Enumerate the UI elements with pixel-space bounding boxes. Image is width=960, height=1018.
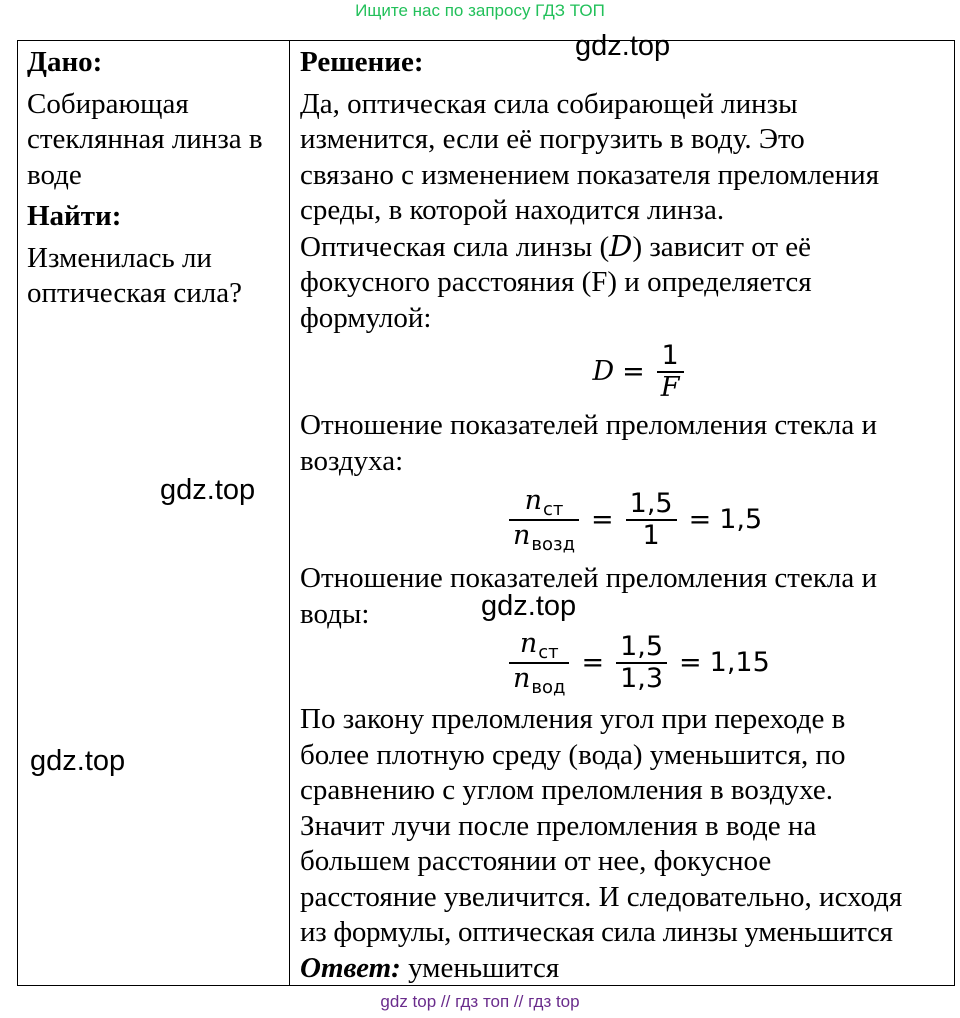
find-header: Найти: [27, 200, 122, 232]
given-header: Дано: [27, 46, 103, 78]
text-line [300, 229, 950, 266]
given-line: стеклянная линза в [27, 123, 263, 155]
top-banner: Ищите нас по запросу ГДЗ ТОП [355, 1, 605, 20]
text-line: более плотную среду (вода) уменьшится, по [300, 738, 846, 771]
formula-result: 1,5 [719, 504, 763, 536]
text-line: сравнению с углом преломления в воздухе. [300, 774, 834, 806]
fraction [616, 632, 667, 694]
solution-paragraph-3 [300, 408, 950, 479]
answer-line [300, 951, 950, 987]
solution-paragraph-4 [300, 561, 950, 632]
formula-lhs: D [592, 356, 615, 388]
fraction-numerator [516, 629, 563, 662]
text-line: воды: [300, 597, 370, 630]
fraction-denominator [509, 521, 579, 554]
variable-n: n [519, 628, 538, 659]
column-divider [289, 41, 290, 985]
text-line: воздуха: [300, 444, 404, 477]
formula-glass-air [300, 479, 950, 561]
text-line: из формулы, оптическая сила линзы уменьшится [300, 916, 893, 948]
equals-sign: = [581, 647, 605, 679]
fraction-denominator [509, 664, 569, 697]
text-span: ) зависит от её [632, 230, 811, 263]
text-line: изменится, если её погрузить в воду. Это [300, 123, 805, 155]
solution-header: Решение: [300, 46, 424, 78]
given-line: воде [27, 158, 82, 191]
variable-n: n [524, 485, 543, 516]
fraction-numerator: 1 [661, 340, 679, 371]
given-column [27, 41, 282, 312]
answer-text: уменьшится [400, 951, 560, 984]
watermark: gdz.top [30, 745, 126, 777]
bottom-banner: gdz top // гдз топ // гдз top [380, 992, 580, 1011]
text-line: Да, оптическая сила собирающей линзы [300, 87, 798, 120]
solution-column [300, 41, 950, 986]
text-line: расстояние увеличится. И следовательно, исходя [300, 880, 903, 913]
subscript: вод [531, 677, 566, 698]
fraction-denominator: 1 [642, 520, 660, 551]
variable-n: n [513, 520, 531, 551]
solution-table [17, 40, 955, 986]
find-line: оптическая сила? [27, 277, 242, 309]
given-text [27, 87, 282, 194]
text-line: формулой: [300, 301, 432, 334]
answer-label: Ответ: [300, 951, 401, 984]
fraction-numerator [521, 486, 568, 519]
fraction-denominator: 1,3 [620, 663, 664, 694]
fraction [509, 629, 569, 697]
watermark: gdz.top [481, 590, 577, 622]
symbol-d: D [609, 228, 633, 263]
watermark: gdz.top [575, 30, 671, 62]
text-line: среды, в которой находится линза. [300, 194, 725, 226]
fraction-numerator: 1,5 [620, 631, 664, 662]
equals-sign: = [591, 504, 614, 536]
given-line: Собирающая [27, 87, 189, 120]
text-line: Отношение показателей преломления стекла и [300, 562, 878, 594]
solution-paragraph-2 [300, 229, 950, 337]
text-line: Отношение показателей преломления стекла и [300, 409, 878, 441]
text-line: связано с изменением показателя преломления [300, 158, 880, 191]
fraction [626, 489, 677, 551]
formula-result: 1,15 [709, 647, 770, 679]
text-line: фокусного расстояния (F) и определяется [300, 266, 812, 298]
equals-sign: = [688, 504, 712, 536]
fraction [509, 486, 579, 554]
find-text [27, 241, 282, 312]
solution-paragraph-1 [300, 87, 950, 229]
subscript: ст [538, 642, 559, 663]
formula-glass-water [300, 624, 950, 702]
subscript: ст [543, 499, 564, 520]
subscript: возд [531, 534, 576, 555]
fraction-denominator: F [660, 372, 680, 403]
equals-sign: = [622, 356, 645, 388]
fraction [657, 341, 684, 403]
text-line: большем расстоянии от нее, фокусное [300, 845, 772, 877]
text-line: По закону преломления угол при переходе в [300, 703, 846, 735]
variable-n: n [513, 663, 531, 694]
solution-paragraph-5 [300, 702, 950, 986]
text-line: Значит лучи после преломления в воде на [300, 809, 817, 842]
equals-sign: = [679, 647, 702, 679]
watermark: gdz.top [160, 474, 256, 506]
text-span: Оптическая сила линзы ( [300, 230, 610, 263]
find-line: Изменилась ли [27, 241, 212, 274]
fraction-numerator: 1,5 [629, 488, 673, 519]
formula-optical-power [300, 336, 950, 408]
